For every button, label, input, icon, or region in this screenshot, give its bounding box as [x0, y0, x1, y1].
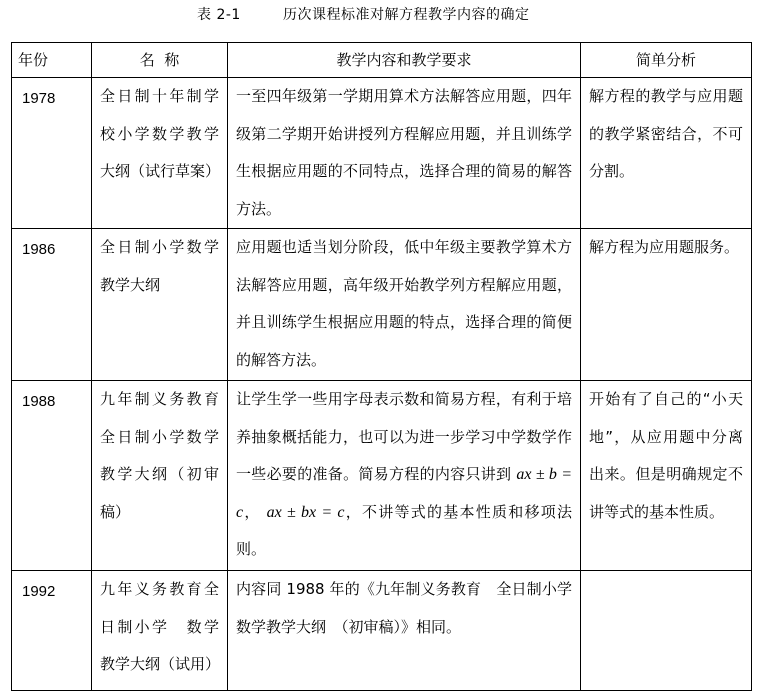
header-year: 年份	[12, 43, 92, 78]
row-year: 1992	[12, 571, 92, 691]
row-name: 全日制小学数学教学大纲	[92, 229, 228, 381]
table-row	[12, 571, 752, 691]
row-name: 九年制义务教育全日制小学数学教学大纲（初审稿）	[92, 381, 228, 571]
table-row	[12, 229, 752, 381]
row-analysis: 解方程的教学与应用题的教学紧密结合，不可分割。	[581, 78, 752, 229]
header-analysis: 简单分析	[581, 43, 752, 78]
row-name: 九年义务教育全日制小学 数学教学大纲（试用）	[92, 571, 228, 691]
row-year: 1986	[12, 229, 92, 381]
content-separator: ，	[243, 502, 267, 521]
row-year: 1988	[12, 381, 92, 571]
caption-number: 表 2-1	[197, 7, 241, 23]
row-content: 应用题也适当划分阶段，低中年级主要教学算术方法解答应用题，高年级开始教学列方程解应用题，并且训练学生根据应用题的特点，选择合理的简便的解答方法。	[228, 229, 581, 381]
table-header-row	[12, 43, 752, 78]
row-analysis: 解方程为应用题服务。	[581, 229, 752, 381]
row-name: 全日制十年制学校小学数学教学大纲（试行草案）	[92, 78, 228, 229]
formula-1: ax ± b = c	[236, 466, 572, 521]
row-content: 一至四年级第一学期用算术方法解答应用题，四年级第二学期开始讲授列方程解应用题，并且训练学生根据应用题的不同特点，选择合理的简易的解答方法。	[228, 78, 581, 229]
row-year: 1978	[12, 78, 92, 229]
curriculum-table	[11, 42, 752, 691]
row-content	[228, 381, 581, 571]
row-content: 内容同 1988 年的《九年制义务教育 全日制小学数学教学大纲 （初审稿）》相同。	[228, 571, 581, 691]
formula-2: ax ± bx = c	[266, 503, 345, 521]
header-name: 名 称	[92, 43, 228, 78]
row-analysis: 开始有了自己的“小天地”，从应用题中分离出来。但是明确规定不讲等式的基本性质。	[581, 381, 752, 571]
table-row	[12, 381, 752, 571]
table-row	[12, 78, 752, 229]
content-text-after: ，不讲等式的基本性质和移项法则。	[236, 502, 572, 558]
row-analysis	[581, 571, 752, 691]
caption-title: 历次课程标准对解方程教学内容的确定	[283, 7, 530, 23]
content-text-before: 让学生学一些用字母表示数和简易方程，有利于培养抽象概括能力，也可以为进一步学习中学数学作一些必要的准备。简易方程的内容只讲到	[236, 390, 572, 483]
header-content: 教学内容和教学要求	[228, 43, 581, 78]
